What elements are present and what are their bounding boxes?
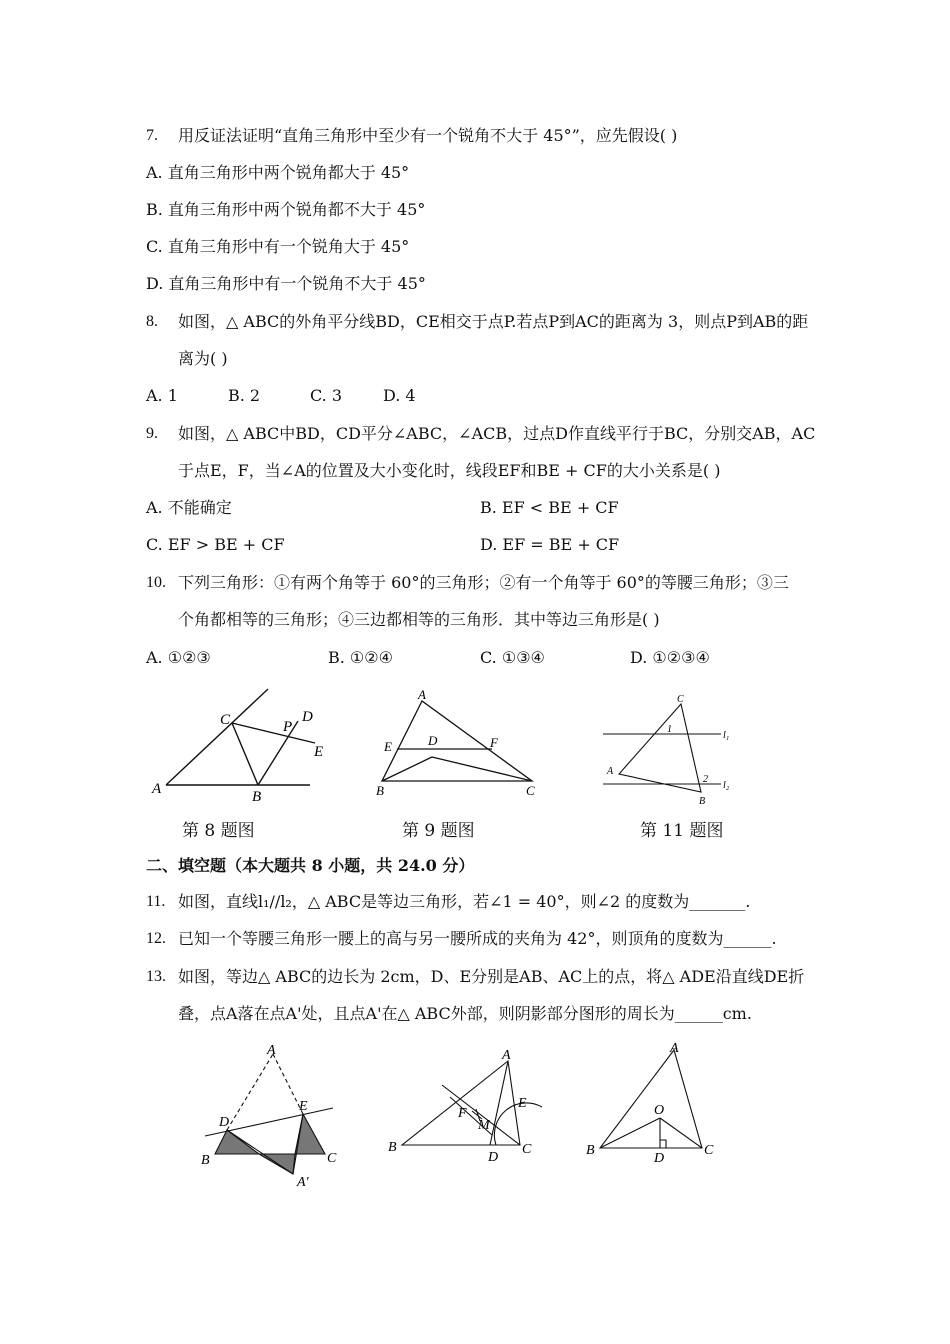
q8-option-a[interactable]: A. 1 xyxy=(146,386,178,405)
q7-option-a-text: A. 直角三角形中两个锐角都大于 45° xyxy=(146,163,410,182)
fig-mid-label-m: M xyxy=(478,1118,490,1133)
fig11-label-2: 2 xyxy=(703,774,708,785)
fig13-label-a-prime: A′ xyxy=(297,1175,309,1190)
figure-q8 xyxy=(150,683,350,803)
figure-right xyxy=(582,1040,722,1170)
fig-mid-label-e: E xyxy=(518,1096,527,1111)
fig9-label-a: A xyxy=(418,687,426,702)
q9-option-a[interactable]: A. 不能确定 xyxy=(146,498,232,517)
fig-right-label-b: B xyxy=(586,1143,595,1158)
q9-number: 9. xyxy=(146,425,158,442)
fig9-label-c: C xyxy=(526,783,535,798)
q7-option-b-text: B. 直角三角形中两个锐角都不大于 45° xyxy=(146,200,426,219)
fig9-label-d: D xyxy=(428,733,438,748)
fig8-label-a: A xyxy=(152,781,162,797)
fig9-label-f: F xyxy=(490,735,498,750)
caption-fig11: 第 11 题图 xyxy=(640,821,724,841)
q10-option-c[interactable]: C. ①③④ xyxy=(480,648,545,667)
fig8-label-d: D xyxy=(302,709,313,725)
fig11-label-b: B xyxy=(699,796,706,807)
q13-stem-line2: 叠，点A落在点A'处，且点A'在△ ABC外部，则阴影部分图形的周长为______cm. xyxy=(178,1004,752,1023)
caption-fig8: 第 8 题图 xyxy=(182,821,255,841)
fig-right-label-c: C xyxy=(704,1143,714,1158)
q10-option-a[interactable]: A. ①②③ xyxy=(146,648,211,667)
q11-number: 11. xyxy=(146,893,166,910)
caption-fig9: 第 9 题图 xyxy=(402,821,475,841)
q12-number: 12. xyxy=(146,930,166,947)
q10-option-d[interactable]: D. ①②③④ xyxy=(630,648,710,667)
q11-stem: 如图，直线l₁//l₂，△ ABC是等边三角形，若∠1 = 40°，则∠2 的度数为_______. xyxy=(178,892,751,911)
fig-right-label-d: D xyxy=(654,1151,665,1166)
fig13-label-e: E xyxy=(299,1099,308,1114)
fig8-label-e: E xyxy=(314,744,324,760)
section-title: 二、填空题（本大题共 8 小题，共 24.0 分） xyxy=(146,856,475,875)
q7-stem: 用反证法证明“直角三角形中至少有一个锐角不大于 45°”，应先假设( ) xyxy=(178,126,678,145)
fig11-label-l2: l₂ xyxy=(723,780,730,791)
q13-stem-line1: 如图，等边△ ABC的边长为 2cm，D、E分别是AB、AC上的点，将△ ADE沿直线DE折 xyxy=(178,967,805,986)
fig8-label-p: P xyxy=(283,719,293,735)
fig13-label-d: D xyxy=(219,1115,230,1130)
q10-option-b[interactable]: B. ①②④ xyxy=(328,648,393,667)
q7-number: 7. xyxy=(146,127,158,144)
fig11-label-l1: l₁ xyxy=(723,730,730,741)
fig-right-label-a: A xyxy=(670,1041,679,1056)
q9-option-b[interactable]: B. EF < BE + CF xyxy=(480,498,619,517)
q8-option-d[interactable]: D. 4 xyxy=(383,386,416,405)
fig11-label-1: 1 xyxy=(667,724,672,735)
fig-right-label-o: O xyxy=(654,1103,665,1118)
fig-mid-label-a: A xyxy=(502,1048,511,1063)
q13-number: 13. xyxy=(146,968,166,985)
q8-stem-line2: 离为( ) xyxy=(178,349,228,368)
fig13-label-c: C xyxy=(327,1151,337,1166)
q9-stem-line1: 如图，△ ABC中BD，CD平分∠ABC，∠ACB，过点D作直线平行于BC，分别交AB，AC xyxy=(178,424,816,443)
q9-option-c[interactable]: C. EF > BE + CF xyxy=(146,535,285,554)
q8-option-b[interactable]: B. 2 xyxy=(228,386,261,405)
fig8-label-c: C xyxy=(220,712,231,728)
q12-stem: 已知一个等腰三角形一腰上的高与另一腰所成的夹角为 42°，则顶角的度数为______. xyxy=(178,929,777,948)
figure-q11 xyxy=(595,690,745,808)
fig-mid-label-f: F xyxy=(458,1106,467,1121)
fig-mid-label-c: C xyxy=(522,1142,532,1157)
q9-option-d[interactable]: D. EF = BE + CF xyxy=(480,535,620,554)
q10-stem-line2: 个角都相等的三角形；④三边都相等的三角形．其中等边三角形是( ) xyxy=(178,610,660,629)
fig13-label-b: B xyxy=(201,1153,210,1168)
fig13-label-a: A xyxy=(267,1043,276,1058)
q7-option-d-text: D. 直角三角形中有一个锐角不大于 45° xyxy=(146,274,426,293)
q8-number: 8. xyxy=(146,313,158,330)
q9-stem-line2: 于点E，F，当∠A的位置及大小变化时，线段EF和BE + CF的大小关系是( ) xyxy=(178,461,721,480)
fig9-label-b: B xyxy=(376,783,384,798)
fig-mid-label-d: D xyxy=(488,1150,499,1165)
q8-stem-line1: 如图，△ ABC的外角平分线BD，CE相交于点P.若点P到AC的距离为 3，则点P到AB的距 xyxy=(178,312,809,331)
q10-number: 10. xyxy=(146,574,166,591)
fig-mid-label-b: B xyxy=(388,1140,397,1155)
figure-mid xyxy=(380,1045,550,1165)
figure-q9 xyxy=(370,685,550,803)
q7-option-c-text: C. 直角三角形中有一个锐角大于 45° xyxy=(146,237,410,256)
fig11-label-a: A xyxy=(607,766,614,777)
q8-option-c[interactable]: C. 3 xyxy=(310,386,343,405)
fig11-label-c: C xyxy=(677,694,684,705)
figure-q13 xyxy=(195,1040,345,1190)
fig9-label-e: E xyxy=(384,739,392,754)
q10-stem-line1: 下列三角形：①有两个角等于 60°的三角形；②有一个角等于 60°的等腰三角形；③三 xyxy=(178,573,789,592)
fig8-label-b: B xyxy=(252,789,262,803)
